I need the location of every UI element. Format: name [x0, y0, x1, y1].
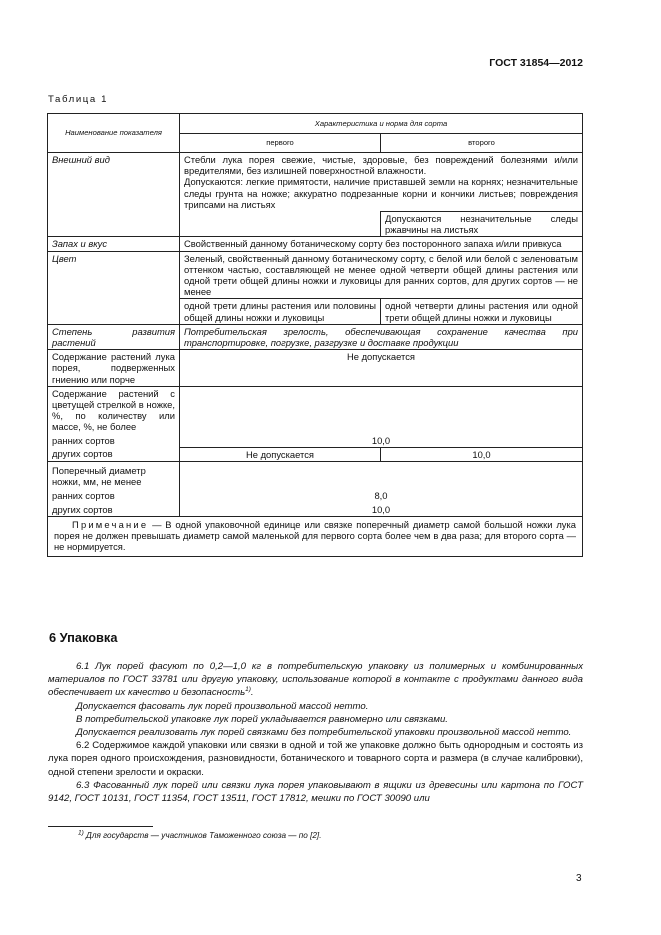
- footnote-text: Для государств — участников Таможенного союза — по [2].: [83, 831, 322, 840]
- footnote-mark: 1): [78, 829, 84, 837]
- standard-header: ГОСТ 31854—2012: [489, 57, 583, 69]
- appearance-text-2: Допускаются: легкие примятости, наличие приставшей земли на корнях; незначительные следы грунта на ножке; аккуратно подрезанные корни и кончики листьев; повреждения трипсами на листьях: [184, 176, 578, 210]
- paragraph-6-1-note-3: Допускается реализовать лук порей связками без потребительской упаковки произвольной массой нетто.: [76, 727, 572, 739]
- diameter-other-value: 10,0: [180, 503, 583, 517]
- section-body: [48, 660, 583, 805]
- row-diameter-empty: [180, 462, 583, 490]
- color-first: одной трети длины растения или половины общей длины ножки и луковицы: [180, 299, 381, 324]
- row-smell-text: Свойственный данному ботаническому сорту без посторонного запаха и/или привкуса: [180, 237, 583, 251]
- paragraph-6-1-end: .: [250, 687, 254, 699]
- header-group: Характеристика и норма для сорта: [180, 114, 583, 134]
- header-indicator: Наименование показателя: [48, 114, 180, 153]
- note-text: — В одной упаковочной единице или связке поперечный диаметр самой большой ножки лука порея не должен превышать диаметр самой маленькой для первого сорта более чем в два раза; для второго сорта — не нормируется.: [54, 518, 576, 553]
- footnote-separator: [48, 826, 153, 827]
- row-bolting-name: Содержание растений с цветущей стрелкой в ножке, %, по количеству или массе, %, не более: [48, 386, 180, 433]
- header-second-grade: второго: [381, 134, 583, 153]
- paragraph-6-1-text: 6.1 Лук порей фасуют по 0,2—1,0 кг в потребительскую упаковку из полимерных и комбинированных материалов по ГОСТ 33781 или другую упаковку, использование которой в контакте с продуктами данного вида обеспечивает их качество и безопасность: [48, 661, 583, 699]
- paragraph-6-1-note-2: В потребительской упаковке лук порей укладывается равномерно или связками.: [76, 713, 448, 725]
- bolting-other-first: Не допускается: [180, 447, 381, 461]
- note-label: Примечание: [72, 518, 149, 530]
- row-maturity-name: Степень развития растений: [48, 324, 180, 349]
- row-color-name: Цвет: [48, 251, 180, 324]
- diameter-early-label: ранних сортов: [48, 489, 180, 502]
- row-maturity-text: Потребительская зрелость, обеспечивающая сохранение качества при транспортировке, погрузке, разгрузке и доставке продукции: [180, 324, 583, 349]
- color-second: одной четверти длины растения или одной трети общей длины ножки и луковицы: [381, 299, 583, 324]
- paragraph-6-2: 6.2 Содержимое каждой упаковки или связки в одной и той же упаковке должно быть однородным и состоять из лука порея одного происхождения, разновидности, ботанического и товарного сорта и размера (в случае калибровки), одной степени зрелости и окраски.: [48, 740, 583, 778]
- row-color-text: Зеленый, свойственный данному ботаническому сорту, с белой или белой с зеленоватым оттенком частью, составляющей не менее одной четверти общей длины растения или одной трети общей длины ножки и луковицы для ранних сортов, для других сортов — не менее: [180, 251, 583, 299]
- requirements-table: [47, 113, 583, 557]
- row-appearance-text: [180, 153, 583, 212]
- bolting-other-second: 10,0: [381, 447, 583, 461]
- row-rot-value: Не допускается: [180, 350, 583, 387]
- row-bolting-empty: [180, 386, 583, 433]
- page-number: 3: [576, 873, 582, 884]
- bolting-early-label: ранних сортов: [48, 434, 180, 448]
- appearance-second: Допускаются незначительные следы ржавчины на листьях: [381, 212, 583, 237]
- paragraph-6-1: [48, 660, 583, 700]
- table-note: [48, 516, 583, 556]
- header-first-grade: первого: [180, 134, 381, 153]
- footnote-ref: 1): [245, 686, 251, 694]
- row-rot-name: Содержание растений лука порея, подверженных гниению или порче: [48, 350, 180, 387]
- row-smell-name: Запах и вкус: [48, 237, 180, 251]
- diameter-early-value: 8,0: [180, 489, 583, 502]
- bolting-other-label: других сортов: [48, 447, 180, 461]
- paragraph-6-1-note-1: Допускается фасовать лук порей произвольной массой нетто.: [76, 700, 369, 712]
- section-title: 6 Упаковка: [49, 630, 118, 645]
- paragraph-6-3: 6.3 Фасованный лук порей или связки лука порея упаковывают в ящики из древесины или картона по ГОСТ 9142, ГОСТ 10131, ГОСТ 11354, ГОСТ 13511, ГОСТ 17812, мешки по ГОСТ 30090 или: [48, 779, 583, 805]
- table-caption: Таблица 1: [48, 94, 109, 105]
- bolting-early-value: 10,0: [180, 434, 583, 448]
- appearance-text-1: Стебли лука порея свежие, чистые, здоровые, без повреждений болезнями и/или вредителями, без излишней поверхностной влажности.: [184, 154, 578, 177]
- diameter-other-label: других сортов: [48, 503, 180, 517]
- footnote: [78, 830, 321, 841]
- appearance-first-empty: [180, 212, 381, 237]
- row-appearance-name: Внешний вид: [48, 153, 180, 237]
- row-diameter-name: Поперечный диаметр ножки, мм, не менее: [48, 462, 180, 490]
